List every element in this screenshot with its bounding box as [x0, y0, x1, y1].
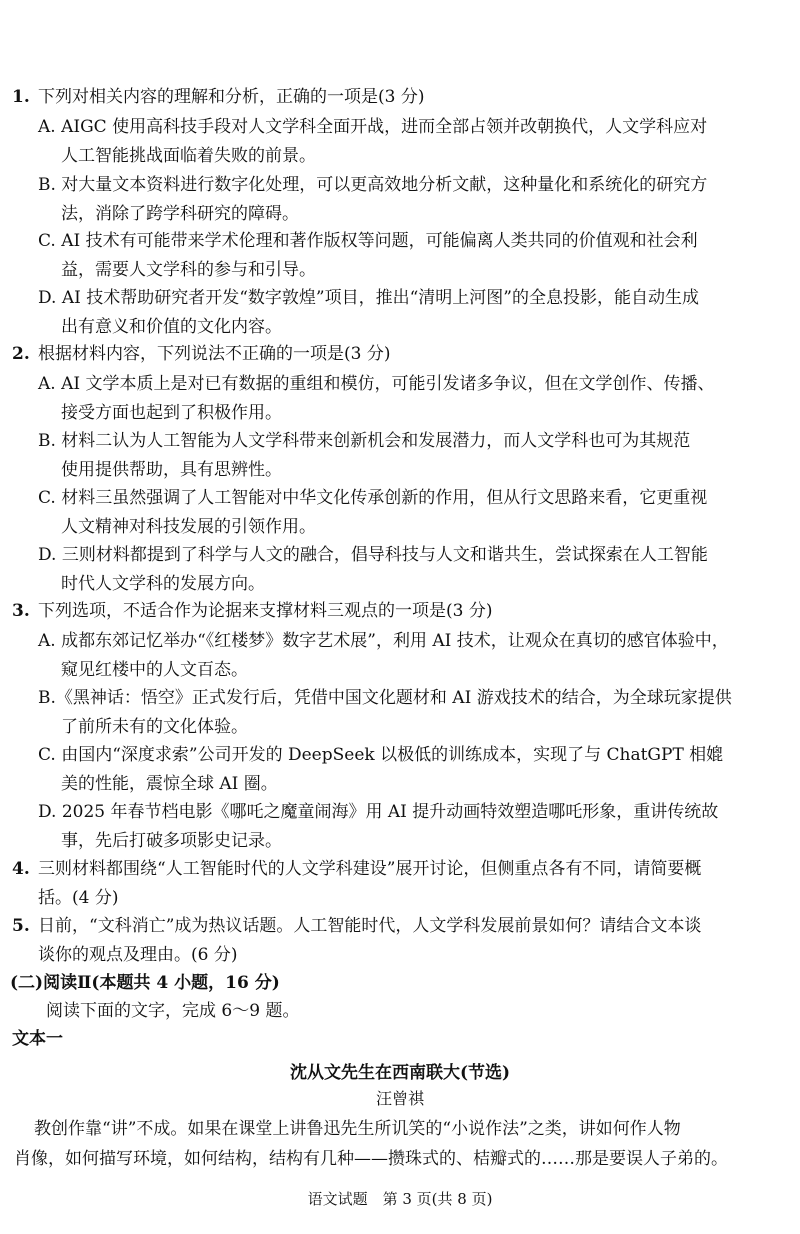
question-3	[12, 598, 742, 625]
option-1d	[38, 284, 744, 342]
section-heading: (二)阅读Ⅱ(本题共 4 小题，16 分)	[10, 973, 280, 993]
option-line: 法，消除了跨学科研究的障碍。	[61, 204, 299, 224]
option-2c	[38, 484, 744, 542]
option-line: 益，需要人文学科的参与和引导。	[61, 260, 316, 280]
option-line: 接受方面也起到了积极作用。	[61, 403, 282, 423]
option-3b	[38, 684, 744, 742]
question-stem: 下列对相关内容的理解和分析，正确的一项是(3 分)	[38, 87, 425, 107]
option-line: 时代人文学科的发展方向。	[61, 574, 265, 594]
option-2a	[38, 370, 744, 428]
question-1	[12, 84, 742, 111]
option-line: 人文精神对科技发展的引领作用。	[61, 517, 316, 537]
option-line: C. AI 技术有可能带来学术伦理和著作版权等问题，可能偏离人类共同的价值观和社会利	[38, 231, 698, 251]
question-stem-cont: 括。(4 分)	[38, 888, 119, 908]
question-number: 2.	[12, 344, 30, 364]
option-line: A. AIGC 使用高科技手段对人文学科全面开战，进而全部占领并改朝换代，人文学科应对	[38, 117, 708, 137]
option-line: 窥见红楼中的人文百态。	[61, 660, 248, 680]
option-line: 事，先后打破多项影史记录。	[61, 831, 282, 851]
article-title: 沈从文先生在西南联大(节选)	[289, 1063, 511, 1083]
option-1b	[38, 171, 744, 229]
question-2	[12, 341, 742, 368]
question-number: 1.	[12, 87, 30, 107]
article-body	[14, 1114, 740, 1174]
option-3d	[38, 798, 744, 856]
option-2b	[38, 427, 744, 485]
option-line: C. 由国内“深度求索”公司开发的 DeepSeek 以极低的训练成本，实现了与 ChatGPT 相媲	[38, 745, 724, 765]
text-label: 文本一	[12, 1029, 63, 1049]
question-5	[12, 912, 742, 970]
option-line: A. AI 文学本质上是对已有数据的重组和模仿，可能引发诸多争议，但在文学创作、传播、	[38, 374, 715, 394]
option-3a	[38, 627, 744, 685]
option-line: A. 成都东郊记忆举办“《红楼梦》数字艺术展”，利用 AI 技术，让观众在真切的感官体验中，	[38, 631, 729, 651]
question-stem: 下列选项，不适合作为论据来支撑材料三观点的一项是(3 分)	[38, 601, 493, 621]
question-stem: 根据材料内容，下列说法不正确的一项是(3 分)	[38, 344, 391, 364]
option-line: 美的性能，震惊全球 AI 圈。	[61, 774, 278, 794]
option-1c	[38, 227, 744, 285]
question-number: 5.	[12, 916, 30, 936]
question-number: 4.	[12, 859, 30, 879]
question-4	[12, 855, 742, 913]
option-line: 使用提供帮助，具有思辨性。	[61, 460, 282, 480]
article-line: 肖像，如何描写环境，如何结构，结构有几种——攒珠式的、桔瓣式的……那是要误人子弟的。	[14, 1149, 728, 1169]
option-line: B.《黑神话：悟空》正式发行后，凭借中国文化题材和 AI 游戏技术的结合，为全球玩家提供	[38, 688, 732, 708]
question-stem: 三则材料都围绕“人工智能时代的人文学科建设”展开讨论，但侧重点各有不同，请简要概	[38, 859, 702, 879]
option-line: D. AI 技术帮助研究者开发“数字敦煌”项目，推出“清明上河图”的全息投影，能自动生成	[38, 288, 699, 308]
option-line: 了前所未有的文化体验。	[61, 717, 248, 737]
option-line: 出有意义和价值的文化内容。	[61, 317, 282, 337]
option-2d	[38, 541, 744, 599]
option-line: C. 材料三虽然强调了人工智能对中华文化传承创新的作用，但从行文思路来看，它更重视	[38, 488, 708, 508]
article-line: 教创作靠“讲”不成。如果在课堂上讲鲁迅先生所讥笑的“小说作法”之类，讲如何作人物	[34, 1119, 681, 1139]
option-3c	[38, 741, 744, 799]
question-stem-cont: 谈你的观点及理由。(6 分)	[38, 945, 238, 965]
option-line: D. 三则材料都提到了科学与人文的融合，倡导科技与人文和谐共生，尝试探索在人工智能	[38, 545, 708, 565]
option-line: 人工智能挑战面临着失败的前景。	[61, 146, 316, 166]
reading-instruction: 阅读下面的文字，完成 6～9 题。	[46, 1001, 300, 1021]
option-1a	[38, 113, 744, 171]
question-number: 3.	[12, 601, 30, 621]
option-line: D. 2025 年春节档电影《哪吒之魔童闹海》用 AI 提升动画特效塑造哪吒形象，重讲传统故	[38, 802, 719, 822]
option-line: B. 对大量文本资料进行数字化处理，可以更高效地分析文献，这种量化和系统化的研究方	[38, 175, 708, 195]
question-stem: 日前，“文科消亡”成为热议话题。人工智能时代，人文学科发展前景如何？请结合文本谈	[38, 916, 702, 936]
option-line: B. 材料二认为人工智能为人文学科带来创新机会和发展潜力，而人文学科也可为其规范	[38, 431, 691, 451]
page-footer: 语文试题 第 3 页(共 8 页)	[307, 1190, 493, 1208]
article-author: 汪曾祺	[375, 1089, 424, 1108]
